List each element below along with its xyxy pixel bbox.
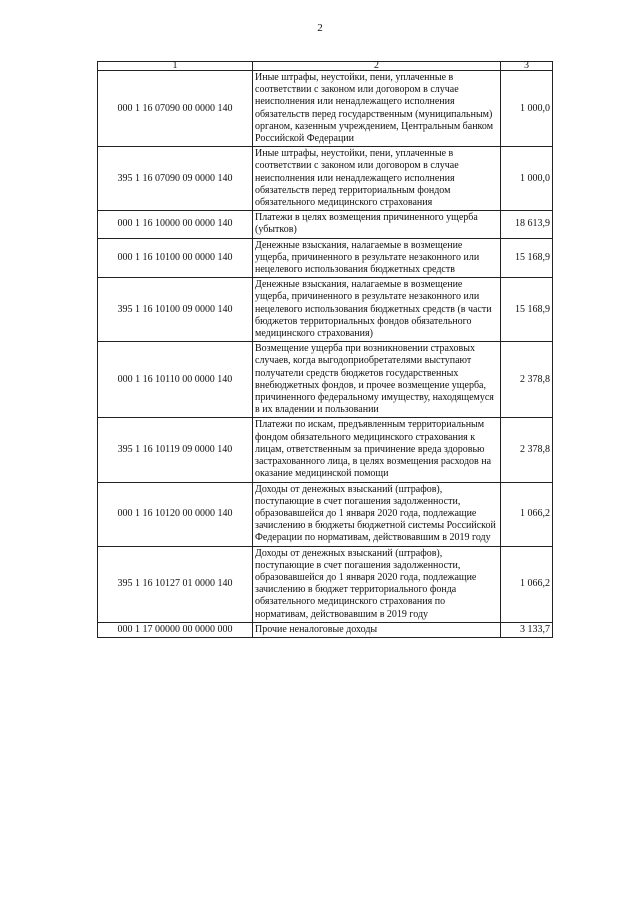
page-number: 2 <box>317 22 323 34</box>
table-row <box>98 342 553 418</box>
revenue-description: Иные штрафы, неустойки, пени, уплаченные в соответствии с законом или договором в случае неисполнения или ненадлежащего исполнения обязательств перед государственным (муниципальным) органом, казенным учреждением, Центральным банком Российской Федерации <box>253 71 501 147</box>
revenue-amount: 2 378,8 <box>501 418 553 482</box>
revenue-description: Доходы от денежных взысканий (штрафов), поступающие в счет погашения задолженности, образовавшейся до 1 января 2020 года, подлежащие зачислению в бюджеты бюджетной системы Российской Федерации по нормативам, действовавшим в 2019 году <box>253 482 501 546</box>
revenue-amount: 1 000,0 <box>501 147 553 211</box>
revenue-code: 000 1 16 10000 00 0000 140 <box>98 211 253 238</box>
revenue-code: 000 1 16 10120 00 0000 140 <box>98 482 253 546</box>
revenue-code: 395 1 16 10100 09 0000 140 <box>98 278 253 342</box>
revenue-amount: 1 066,2 <box>501 482 553 546</box>
revenue-table <box>97 61 553 638</box>
table-row <box>98 71 553 147</box>
table-row <box>98 418 553 482</box>
revenue-description: Денежные взыскания, налагаемые в возмещение ущерба, причиненного в результате незаконного или нецелевого использования бюджетных средств (в части бюджетов территориальных фондов обязательного медицинского страхования) <box>253 278 501 342</box>
table-row <box>98 238 553 278</box>
table-header-row <box>98 62 553 71</box>
column-header-code: 1 <box>98 62 253 71</box>
column-header-description: 2 <box>253 62 501 71</box>
revenue-code: 395 1 16 10119 09 0000 140 <box>98 418 253 482</box>
revenue-amount: 1 000,0 <box>501 71 553 147</box>
revenue-code: 000 1 17 00000 00 0000 000 <box>98 622 253 637</box>
revenue-description: Платежи в целях возмещения причиненного ущерба (убытков) <box>253 211 501 238</box>
revenue-amount: 2 378,8 <box>501 342 553 418</box>
table-row <box>98 211 553 238</box>
table-row <box>98 482 553 546</box>
revenue-description: Денежные взыскания, налагаемые в возмещение ущерба, причиненного в результате незаконного или нецелевого использования бюджетных средств <box>253 238 501 278</box>
revenue-amount: 15 168,9 <box>501 238 553 278</box>
revenue-code: 395 1 16 07090 09 0000 140 <box>98 147 253 211</box>
revenue-code: 395 1 16 10127 01 0000 140 <box>98 546 253 622</box>
column-header-amount: 3 <box>501 62 553 71</box>
revenue-description: Прочие неналоговые доходы <box>253 622 501 637</box>
table-row <box>98 546 553 622</box>
revenue-description: Доходы от денежных взысканий (штрафов), поступающие в счет погашения задолженности, образовавшейся до 1 января 2020 года, подлежащие зачислению в бюджет территориального фонда обязательного медицинского страхования по нормативам, действовавшим в 2019 году <box>253 546 501 622</box>
revenue-code: 000 1 16 10100 00 0000 140 <box>98 238 253 278</box>
revenue-code: 000 1 16 07090 00 0000 140 <box>98 71 253 147</box>
revenue-amount: 18 613,9 <box>501 211 553 238</box>
table-row <box>98 147 553 211</box>
revenue-description: Платежи по искам, предъявленным территориальным фондом обязательного медицинского страхования к лицам, ответственным за причинение вреда здоровью застрахованного лица, в целях возмещения расходов на оказание медицинской помощи <box>253 418 501 482</box>
table-row <box>98 622 553 637</box>
revenue-description: Возмещение ущерба при возникновении страховых случаев, когда выгодоприобретателями выступают получатели средств бюджетов государственных внебюджетных фондов, и прочее возмещение ущерба, причиненного федеральному имуществу, находящемуся в их владении и пользовании <box>253 342 501 418</box>
revenue-amount: 1 066,2 <box>501 546 553 622</box>
revenue-description: Иные штрафы, неустойки, пени, уплаченные в соответствии с законом или договором в случае неисполнения или ненадлежащего исполнения обязательств перед территориальным фондом обязательного медицинского страхования <box>253 147 501 211</box>
revenue-amount: 15 168,9 <box>501 278 553 342</box>
revenue-code: 000 1 16 10110 00 0000 140 <box>98 342 253 418</box>
revenue-amount: 3 133,7 <box>501 622 553 637</box>
table-row <box>98 278 553 342</box>
